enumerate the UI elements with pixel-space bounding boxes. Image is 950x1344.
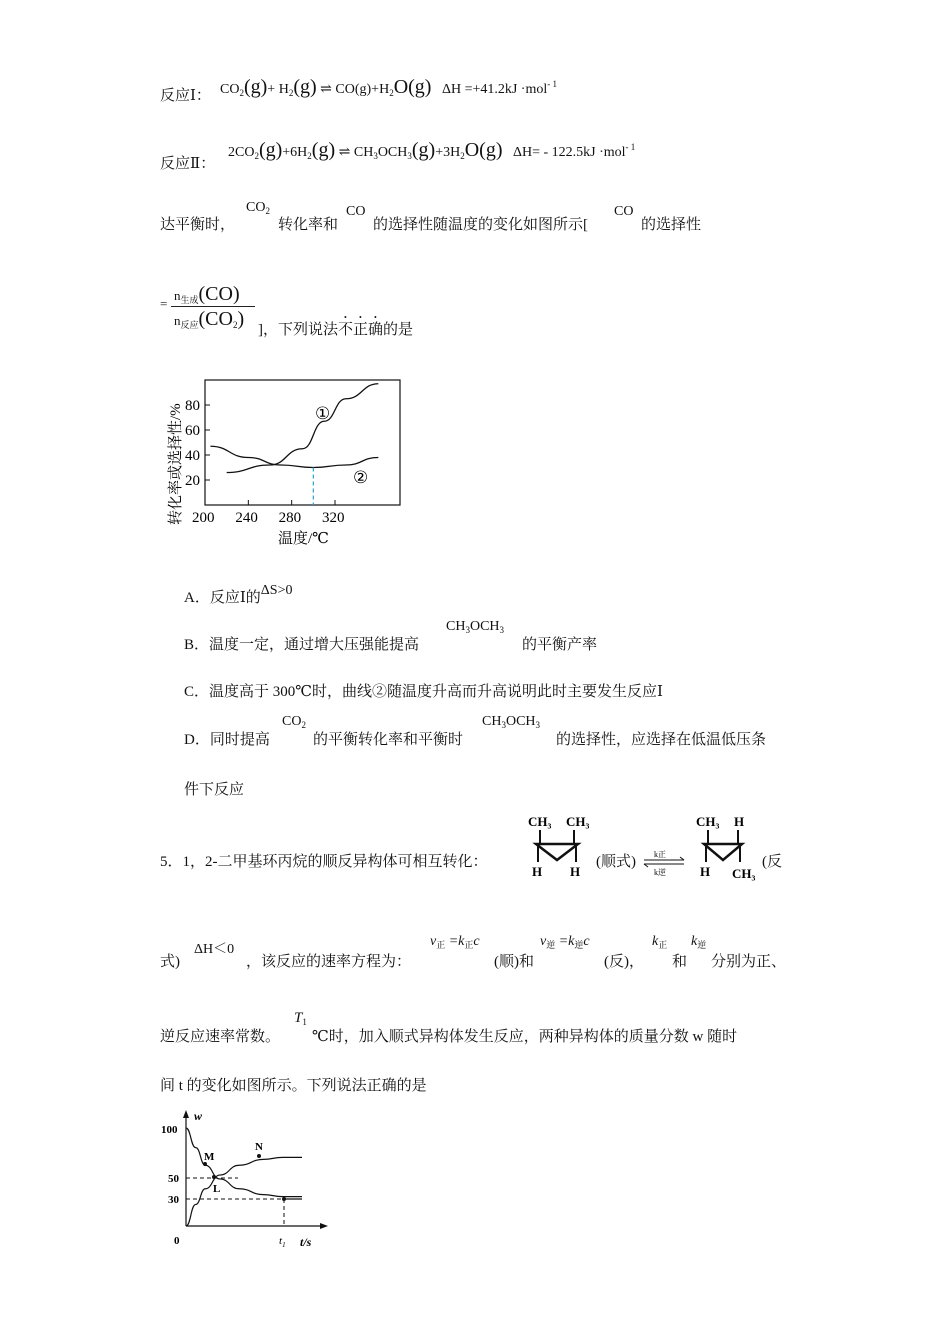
plot-frame [205, 380, 400, 505]
q5-line2-c: 分别为正、 [711, 954, 787, 970]
q5-line1: 5．1，2-二甲基环丙烷的顺反异构体可相互转化： [160, 854, 488, 870]
option-d-formula: $CH_3OCH_3$ [482, 714, 541, 730]
y-tick-label: 40 [185, 448, 200, 464]
q4-line1-d: 的选择性 [641, 217, 702, 233]
y-tick-label: 20 [185, 473, 200, 489]
delta-h-negative: ΔH＜0 [194, 942, 235, 957]
label-l: L [213, 1183, 221, 1195]
x-axis-label: t/s [300, 1235, 312, 1249]
reaction1-dh: ΔH =+41.2kJ ·mol [441, 82, 548, 97]
k-forward: $k_正$ [652, 934, 668, 950]
x-axis-label: 温度/℃ [278, 531, 329, 547]
reaction1-line [160, 84, 211, 105]
curve-2-label: ② [353, 468, 369, 487]
rate-reverse-tag: (反)， [604, 954, 644, 970]
fraction-bar [171, 306, 255, 307]
x-ticks [192, 500, 345, 526]
rate-forward-tag: (顺)和 [494, 954, 534, 970]
fraction-eq: = [160, 296, 168, 311]
option-d[interactable]: D．同时提高 [184, 732, 270, 748]
cis-structure [524, 812, 604, 882]
chart-conversion-selectivity [160, 365, 420, 555]
fraction-numerator: $n_{生成}(CO)$ [174, 283, 240, 305]
point-t1 [282, 1197, 286, 1201]
trans-h-top: H [734, 814, 745, 829]
q5-line3: 逆反应速率常数。 [160, 1029, 281, 1045]
y-axis-arrow [183, 1110, 189, 1118]
option-d-co2: $CO_2$ [282, 714, 306, 730]
option-d-mid: 的平衡转化率和平衡时 [313, 732, 464, 748]
cyclopropane-ring [536, 844, 578, 860]
cis-label: (顺式) [596, 854, 636, 870]
y-ticks [185, 398, 210, 489]
chart-mass-fraction-time [158, 1108, 338, 1253]
trans-structure [692, 812, 772, 882]
q4-line1-c: 的选择性随温度的变化如图所示[ [373, 217, 588, 233]
cis-ch3-left: CH₃ [528, 814, 552, 829]
trans-ch3-bottom: CH₃ [732, 866, 756, 881]
q4-line2: ]，下列说法不正确的是 [258, 322, 414, 338]
option-b-formula: $CH_3OCH_3$ [446, 619, 505, 635]
trans-h-bottom: H [700, 864, 711, 879]
and-word: 和 [672, 954, 688, 970]
temp-t1: $T_1$ [294, 1010, 307, 1027]
option-b-tail: 的平衡产率 [522, 637, 598, 653]
emphasis-not-correct: 不正确 [338, 322, 384, 338]
cyclopropane-ring [704, 844, 742, 860]
q4-line1: 达平衡时， [160, 217, 236, 233]
y-tick-label: 60 [185, 423, 200, 439]
label-m: M [204, 1151, 215, 1163]
question-number: 5． [160, 854, 183, 870]
arrow-k-forward: k正 [654, 850, 666, 859]
t1-label: $t_1$ [279, 1235, 286, 1249]
q5-line2: 式) [160, 954, 180, 970]
point-n [257, 1154, 261, 1158]
curve-trans [186, 1157, 302, 1226]
option-a[interactable]: A．反应Ⅰ的ΔS>0 [184, 583, 293, 606]
q4-line1-b: 转化率和 [278, 217, 339, 233]
trans-ch3-top: CH₃ [696, 814, 720, 829]
y-axis-label: w [194, 1109, 203, 1123]
q4-co: CO [346, 204, 366, 219]
fraction-denominator: $n_{反应}(CO_2)$ [174, 308, 245, 330]
q4-co2: $CO_2$ [246, 200, 270, 216]
option-d-tail: 的选择性，应选择在低温低压条 [556, 732, 767, 748]
option-b[interactable]: B．温度一定，通过增大压强能提高 [184, 637, 420, 653]
rate-forward: $v_正 =k_正c$ [430, 934, 480, 950]
q5-line3-b: ℃时，加入顺式异构体发生反应，两种异构体的质量分数 w 随时 [312, 1029, 738, 1045]
rate-reverse: $v_逆 =k_逆c$ [540, 934, 590, 950]
trans-label: (反 [762, 854, 782, 870]
option-c[interactable]: C．温度高于 300℃时，曲线②随温度升高而升高说明此时主要发生反应Ⅰ [184, 684, 663, 700]
reaction1-label: 反应Ⅰ： [160, 88, 211, 104]
curve-2-selectivity [210, 446, 378, 467]
curve-1-conversion [227, 384, 379, 473]
origin-label: 0 [174, 1235, 180, 1247]
q4-co-b: CO [614, 204, 634, 219]
x-tick-label: 320 [322, 510, 345, 526]
cis-h-left: H [532, 864, 543, 879]
q5-line2-b: ，该反应的速率方程为： [246, 954, 412, 970]
x-tick-label: 200 [192, 510, 215, 526]
x-axis-arrow [320, 1223, 328, 1229]
k-reverse: $k_逆$ [691, 934, 707, 950]
reaction1-equation: $CO_2(g)+ H_2(g)$ ⇌ $CO(g)+H_2O(g)$ ΔH =+41.2kJ ·mol$^{- 1}$ [220, 76, 557, 98]
cis-h-right: H [570, 864, 581, 879]
y-tick-label: 80 [185, 398, 200, 414]
point-l [212, 1175, 216, 1179]
q5-line4: 间 t 的变化如图所示。下列说法正确的是 [160, 1078, 427, 1094]
reaction2-dh: ΔH= - 122.5kJ ·mol [512, 145, 626, 160]
x-tick-label: 240 [235, 510, 258, 526]
reaction2-line [160, 152, 215, 173]
reaction2-label: 反应Ⅱ： [160, 156, 216, 172]
curve-1-label: ① [315, 404, 331, 423]
cis-ch3-right: CH₃ [566, 814, 590, 829]
ytick-30: 30 [168, 1194, 179, 1206]
reaction2-equation: $2CO_2(g)+6H_2(g)$ ⇌ $CH_3OCH_3(g)+3H_2O(g)$ ΔH= - 122.5kJ ·mol$^{- 1}$ [228, 139, 636, 161]
ytick-100: 100 [161, 1124, 178, 1136]
x-tick-label: 280 [278, 510, 302, 526]
equilibrium-arrow [640, 848, 688, 878]
arrow-k-reverse: k逆 [654, 868, 666, 877]
label-n: N [255, 1141, 263, 1153]
option-d-tail-2: 件下反应 [184, 782, 245, 798]
ytick-50: 50 [168, 1173, 179, 1185]
y-axis-label: 转化率或选择性/% [168, 403, 184, 525]
